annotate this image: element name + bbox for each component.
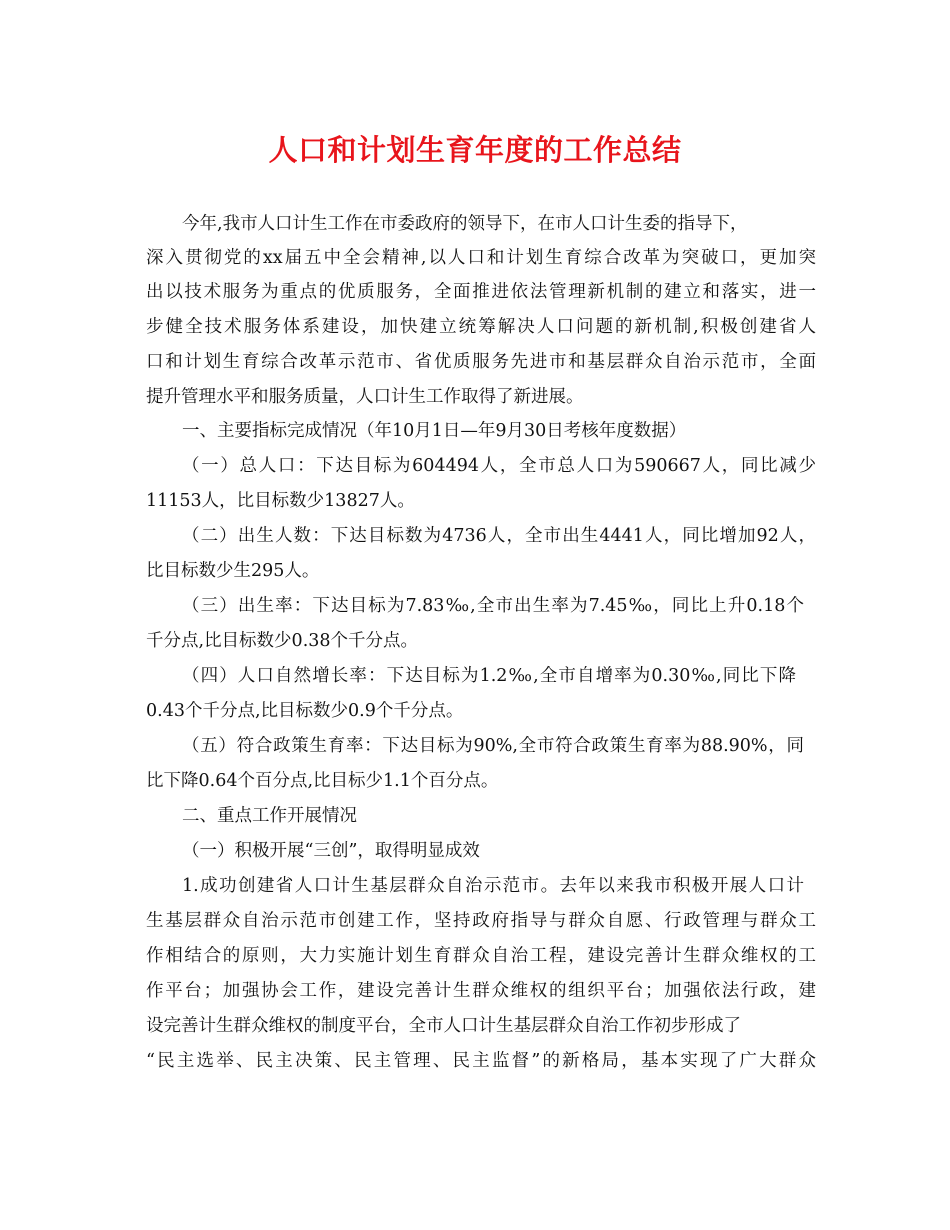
paragraph-line: （五）符合政策生育率：下达目标为90%,全市符合政策生育率为88.90%，同 [182,736,804,756]
paragraph-line: 比下降0.64个百分点,比目标少1.1个百分点。 [146,771,499,791]
section-heading: 二、重点工作开展情况 [182,806,357,826]
paragraph-line: 今年,我市人口计生工作在市委政府的领导下，在市人口计生委的指导下， [182,214,748,234]
paragraph-line: 提升管理水平和服务质量，人口计生工作取得了新进展。 [146,387,584,407]
paragraph-line: 作平台；加强协会工作，建设完善计生群众维权的组织平台；加强依法行政，建 [146,981,816,1001]
section-heading: 一、主要指标完成情况（年10月1日—年9月30日考核年度数据） [182,421,687,441]
paragraph-line: 口和计划生育综合改革示范市、省优质服务先进市和基层群众自治示范市，全面 [146,352,816,372]
paragraph-line: 1.成功创建省人口计生基层群众自治示范市。去年以来我市积极开展人口计 [182,876,804,896]
paragraph-line: （三）出生率：下达目标为7.83‰,全市出生率为7.45‰，同比上升0.18个 [182,596,804,616]
document-title: 人口和计划生育年度的工作总结 [268,133,682,167]
subsection-heading: （一）积极开展“三创”，取得明显成效 [182,841,480,861]
paragraph-line: 深入贯彻党的xx届五中全会精神,以人口和计划生育综合改革为突破口，更加突 [146,248,816,268]
paragraph-line: 千分点,比目标数少0.38个千分点。 [146,631,419,651]
paragraph-line: 步健全技术服务体系建设，加快建立统筹解决人口问题的新机制,积极创建省人 [146,317,816,337]
paragraph-line: “民主选举、民主决策、民主管理、民主监督”的新格局，基本实现了广大群众 [146,1051,816,1071]
paragraph-line: 出以技术服务为重点的优质服务，全面推进依法管理新机制的建立和落实，进一 [146,282,816,302]
paragraph-line: 设完善计生群众维权的制度平台，全市人口计生基层群众自治工作初步形成了 [146,1016,741,1036]
paragraph-line: 生基层群众自治示范市创建工作，坚持政府指导与群众自愿、行政管理与群众工 [146,911,816,931]
paragraph-line: （四）人口自然增长率：下达目标为1.2‰,全市自增率为0.30‰,同比下降 [182,666,796,686]
paragraph-line: 比目标数少生295人。 [146,561,320,581]
paragraph-line: （二）出生人数：下达目标数为4736人，全市出生4441人，同比增加92人， [182,526,816,546]
paragraph-line: （一）总人口：下达目标为604494人，全市总人口为590667人，同比减少 [182,456,816,476]
paragraph-line: 作相结合的原则，大力实施计划生育群众自治工程，建设完善计生群众维权的工 [146,946,816,966]
paragraph-line: 0.43个千分点,比目标数少0.9个千分点。 [146,701,464,721]
paragraph-line: 11153人，比目标数少13827人。 [146,491,415,511]
